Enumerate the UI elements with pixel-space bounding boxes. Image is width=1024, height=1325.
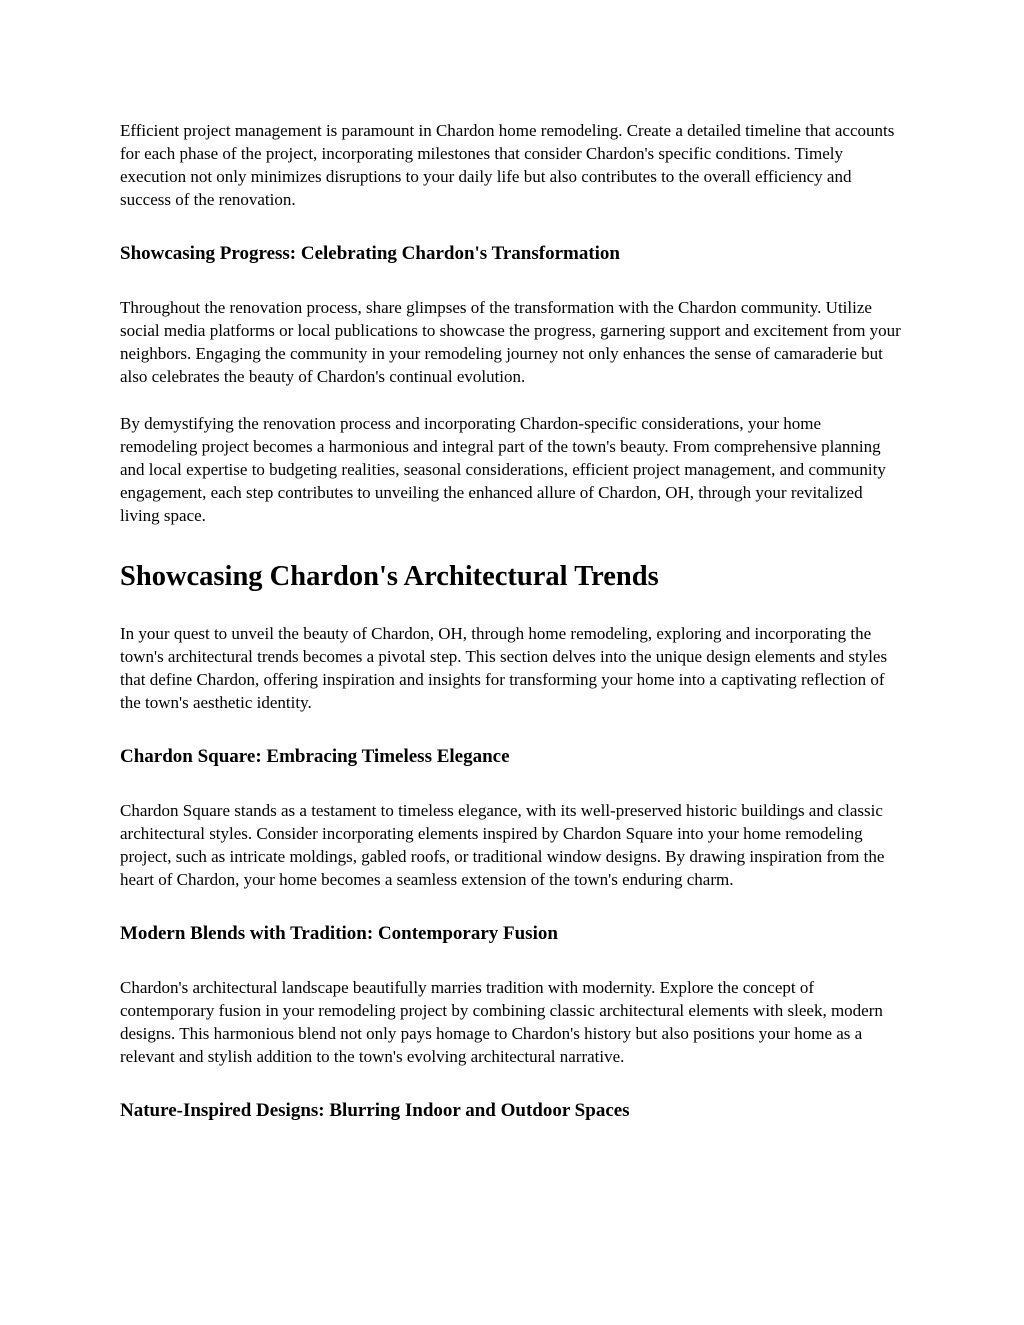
paragraph-chardon-square: Chardon Square stands as a testament to timeless elegance, with its well-preserved historic buildings and classic architectural styles. Consider incorporating elements inspired by Chardon Square into your home remodeling project, such as intricate moldings, gabled roofs, or traditional window designs. By drawing inspiration from the heart of Chardon, your home becomes a seamless extension of the town's enduring charm. bbox=[120, 801, 885, 889]
document-content bbox=[120, 119, 902, 1123]
paragraph-contemporary-fusion: Chardon's architectural landscape beautifully marries tradition with modernity. Explore the concept of contemporary fusion in your remodeling project by combining classic architectural elements with sleek, modern designs. This harmonious blend not only pays homage to Chardon's history but also positions your home as a relevant and stylish addition to the town's evolving architectural narrative. bbox=[120, 978, 883, 1066]
paragraph-community-sharing: Throughout the renovation process, share glimpses of the transformation with the Chardon community. Utilize social media platforms or local publications to showcase the progress, garnering support and excitement from your neighbors. Engaging the community in your remodeling journey not only enhances the sense of camaraderie but also celebrates the beauty of Chardon's continual evolution. bbox=[120, 298, 901, 386]
heading-architectural-trends: Showcasing Chardon's Architectural Trends bbox=[120, 561, 659, 592]
heading-chardon-square: Chardon Square: Embracing Timeless Elegance bbox=[120, 746, 510, 767]
heading-nature-inspired: Nature-Inspired Designs: Blurring Indoor and Outdoor Spaces bbox=[120, 1100, 630, 1121]
paragraph-demystifying-summary: By demystifying the renovation process and incorporating Chardon-specific considerations, your home remodeling project becomes a harmonious and integral part of the town's beauty. From comprehensive planning and local expertise to budgeting realities, seasonal considerations, efficient project management, and community engagement, each step contributes to unveiling the enhanced allure of Chardon, OH, through your revitalized living space. bbox=[120, 414, 886, 525]
heading-showcasing-progress: Showcasing Progress: Celebrating Chardon's Transformation bbox=[120, 243, 621, 264]
paragraph-trends-intro: In your quest to unveil the beauty of Chardon, OH, through home remodeling, exploring and incorporating the town's architectural trends becomes a pivotal step. This section delves into the unique design elements and styles that define Chardon, offering inspiration and insights for transforming your home into a captivating reflection of the town's aesthetic identity. bbox=[120, 624, 888, 712]
paragraph-project-management: Efficient project management is paramount in Chardon home remodeling. Create a detailed timeline that accounts for each phase of the project, incorporating milestones that consider Chardon's specific conditions. Timely execution not only minimizes disruptions to your daily life but also contributes to the overall efficiency and success of the renovation. bbox=[120, 121, 895, 209]
heading-modern-blends: Modern Blends with Tradition: Contemporary Fusion bbox=[120, 923, 558, 944]
